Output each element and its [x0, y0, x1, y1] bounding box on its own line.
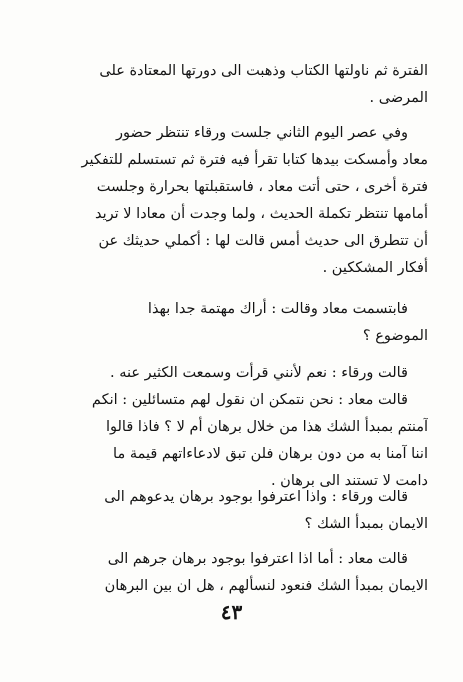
text-line: الموضوع ؟ [362, 328, 428, 344]
text-line: قالت ورقاء : نعم لأنني قرأت وسمعت الكثير عنه . [110, 365, 408, 381]
text-line: الايمان بمبدأ الشك فنعود لنسألهم ، هل ان بين البرهان [104, 578, 428, 594]
text-line: آمنتم بمبدأ الشك هذا من خلال برهان أم لا ؟ فاذا قالوا [105, 419, 428, 435]
text-line: أفكار المشككين . [322, 260, 428, 276]
text-line: معاد وأمسكت بيدها كتابا تقرأ فيه فترة ثم تستسلم للتفكير [81, 152, 428, 168]
text-line: دامت لا تستند الى برهان . [270, 473, 428, 489]
text-line: أمامها تنتظر تكملة الحديث ، ولما وجدت أن معادا لا تريد [95, 206, 428, 222]
text-line: وفي عصر اليوم الثاني جلست ورقاء تنتظر حضور [116, 125, 408, 141]
paragraph-muad-answer [60, 546, 428, 600]
text-line: قالت معاد : أما اذا اعترفوا بوجود برهان جرهم الى [107, 551, 408, 567]
text-line: الايمان بمبدأ الشك ؟ [304, 516, 428, 532]
paragraph-dialogue [60, 360, 428, 495]
paragraph-muad-smiled [60, 296, 428, 350]
paragraph-second-day [60, 120, 428, 282]
text-line: الفترة ثم ناولتها الكتاب وذهبت الى دورتها المعتادة على [99, 63, 428, 79]
text-line: المرضى . [369, 90, 428, 106]
text-line: فترة أخرى ، حتى أتت معاد ، فاستقبلتها بحرارة وجلست [96, 179, 428, 195]
paragraph-warqa-question [60, 484, 428, 538]
page-number: ٤٣ [220, 600, 243, 624]
text-line: اننا آمنا به من دون برهان فلن تبق لادعاءاتهم قيمة ما [113, 446, 428, 462]
text-line: قالت ورقاء : واذا اعترفوا بوجود برهان يدعوهم الى [104, 489, 408, 505]
text-line: فابتسمت معاد وقالت : أراك مهتمة جدا بهذا [147, 301, 408, 317]
paragraph-continuation [60, 58, 428, 112]
text-line: قالت معاد : نحن نتمكن ان نقول لهم متسائلين : انكم [91, 392, 408, 408]
text-line: أن تتطرق الى حديث أمس قالت لها : أكملي حديثك عن [98, 233, 428, 249]
